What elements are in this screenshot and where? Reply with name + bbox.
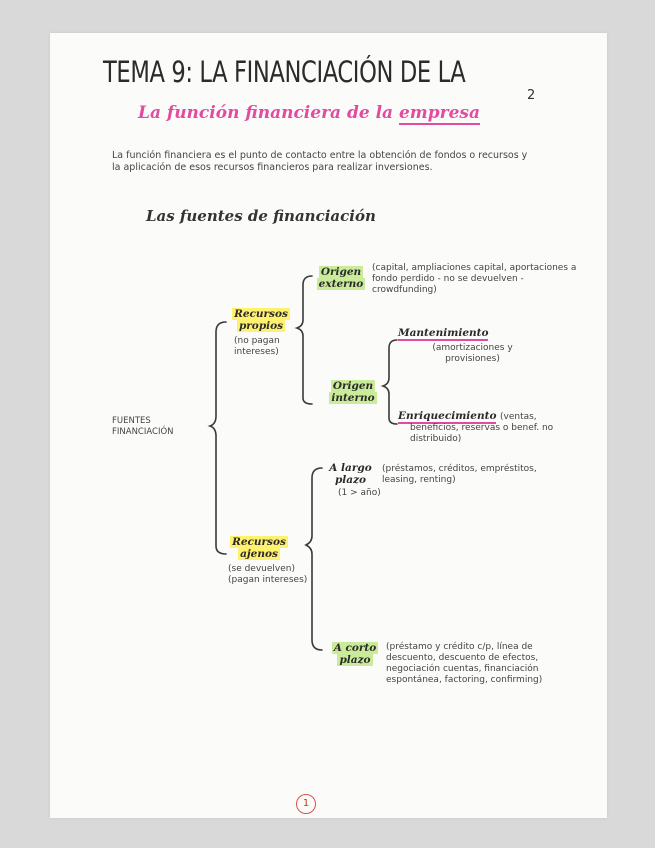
recursos-ajenos-node (228, 536, 290, 560)
origen-externo-label-1: Origen (320, 266, 362, 278)
largo-plazo-label-2: plazo (334, 474, 367, 486)
recursos-propios-label-1: Recursos (234, 308, 288, 320)
page-number: 1 (296, 794, 316, 814)
recursos-ajenos-label-1: Recursos (232, 536, 286, 548)
recursos-ajenos-note: (se devuelven) (pagan intereses) (228, 564, 308, 585)
recursos-propios-note: (no pagan intereses) (234, 336, 280, 357)
mantenimiento-node (398, 327, 488, 339)
largo-plazo-note: (préstamos, créditos, empréstitos, leasing, renting) (382, 464, 537, 485)
root-label-line1: FUENTES (112, 416, 151, 426)
recursos-propios-label-2: propios (238, 320, 284, 332)
recursos-propios-node (226, 308, 296, 332)
brace-propios (297, 276, 312, 404)
corto-plazo-note: (préstamo y crédito c/p, línea de descuento, descuento de efectos, negociación cuentas, financiación espontánea, factoring, confirming) (386, 642, 543, 685)
corto-plazo-label-2: plazo (339, 654, 371, 666)
origen-externo-note: (capital, ampliaciones capital, aportaciones a fondo perdido - no se devuelven - crowdfunding) (372, 263, 577, 295)
enriquecimiento-label: Enriquecimiento (398, 410, 497, 422)
title-superscript: 2 (527, 88, 536, 103)
origen-interno-label-1: Origen (332, 380, 374, 392)
title-text: TEMA 9: LA FINANCIACIÓN DE LA (103, 55, 466, 89)
largo-plazo-node (323, 462, 378, 486)
largo-plazo-label-1: A largo (329, 462, 372, 474)
mantenimiento-label: Mantenimiento (398, 327, 489, 339)
recursos-ajenos-label-2: ajenos (240, 548, 278, 560)
origen-interno-node (322, 380, 384, 404)
subtitle-underlined: empresa (398, 103, 481, 123)
enriquecimiento-note: (ventas, beneficios, reservas o benef. no distribuido) (410, 412, 554, 444)
brace-interno (383, 340, 397, 424)
mantenimiento-note: (amortizaciones y provisiones) (432, 343, 513, 364)
origen-externo-label-2: externo (318, 278, 364, 290)
largo-plazo-sub: (1 > año) (338, 488, 381, 498)
root-label-line2: FINANCIACIÓN (112, 427, 174, 437)
origen-externo-node (312, 266, 370, 290)
brace-ajenos (306, 468, 322, 650)
corto-plazo-label-1: A corto (333, 642, 377, 654)
corto-plazo-node (326, 642, 384, 666)
intro-paragraph: La función financiera es el punto de contacto entre la obtención de fondos o recursos y la aplicación de esos recursos financieros para realizar inversiones. (112, 150, 528, 173)
section-heading: Las fuentes de financiación (146, 207, 376, 225)
root-node (112, 416, 174, 438)
origen-interno-label-2: interno (331, 392, 375, 404)
subtitle-text: La función financiera de la (138, 103, 399, 123)
brace-main (210, 322, 226, 554)
